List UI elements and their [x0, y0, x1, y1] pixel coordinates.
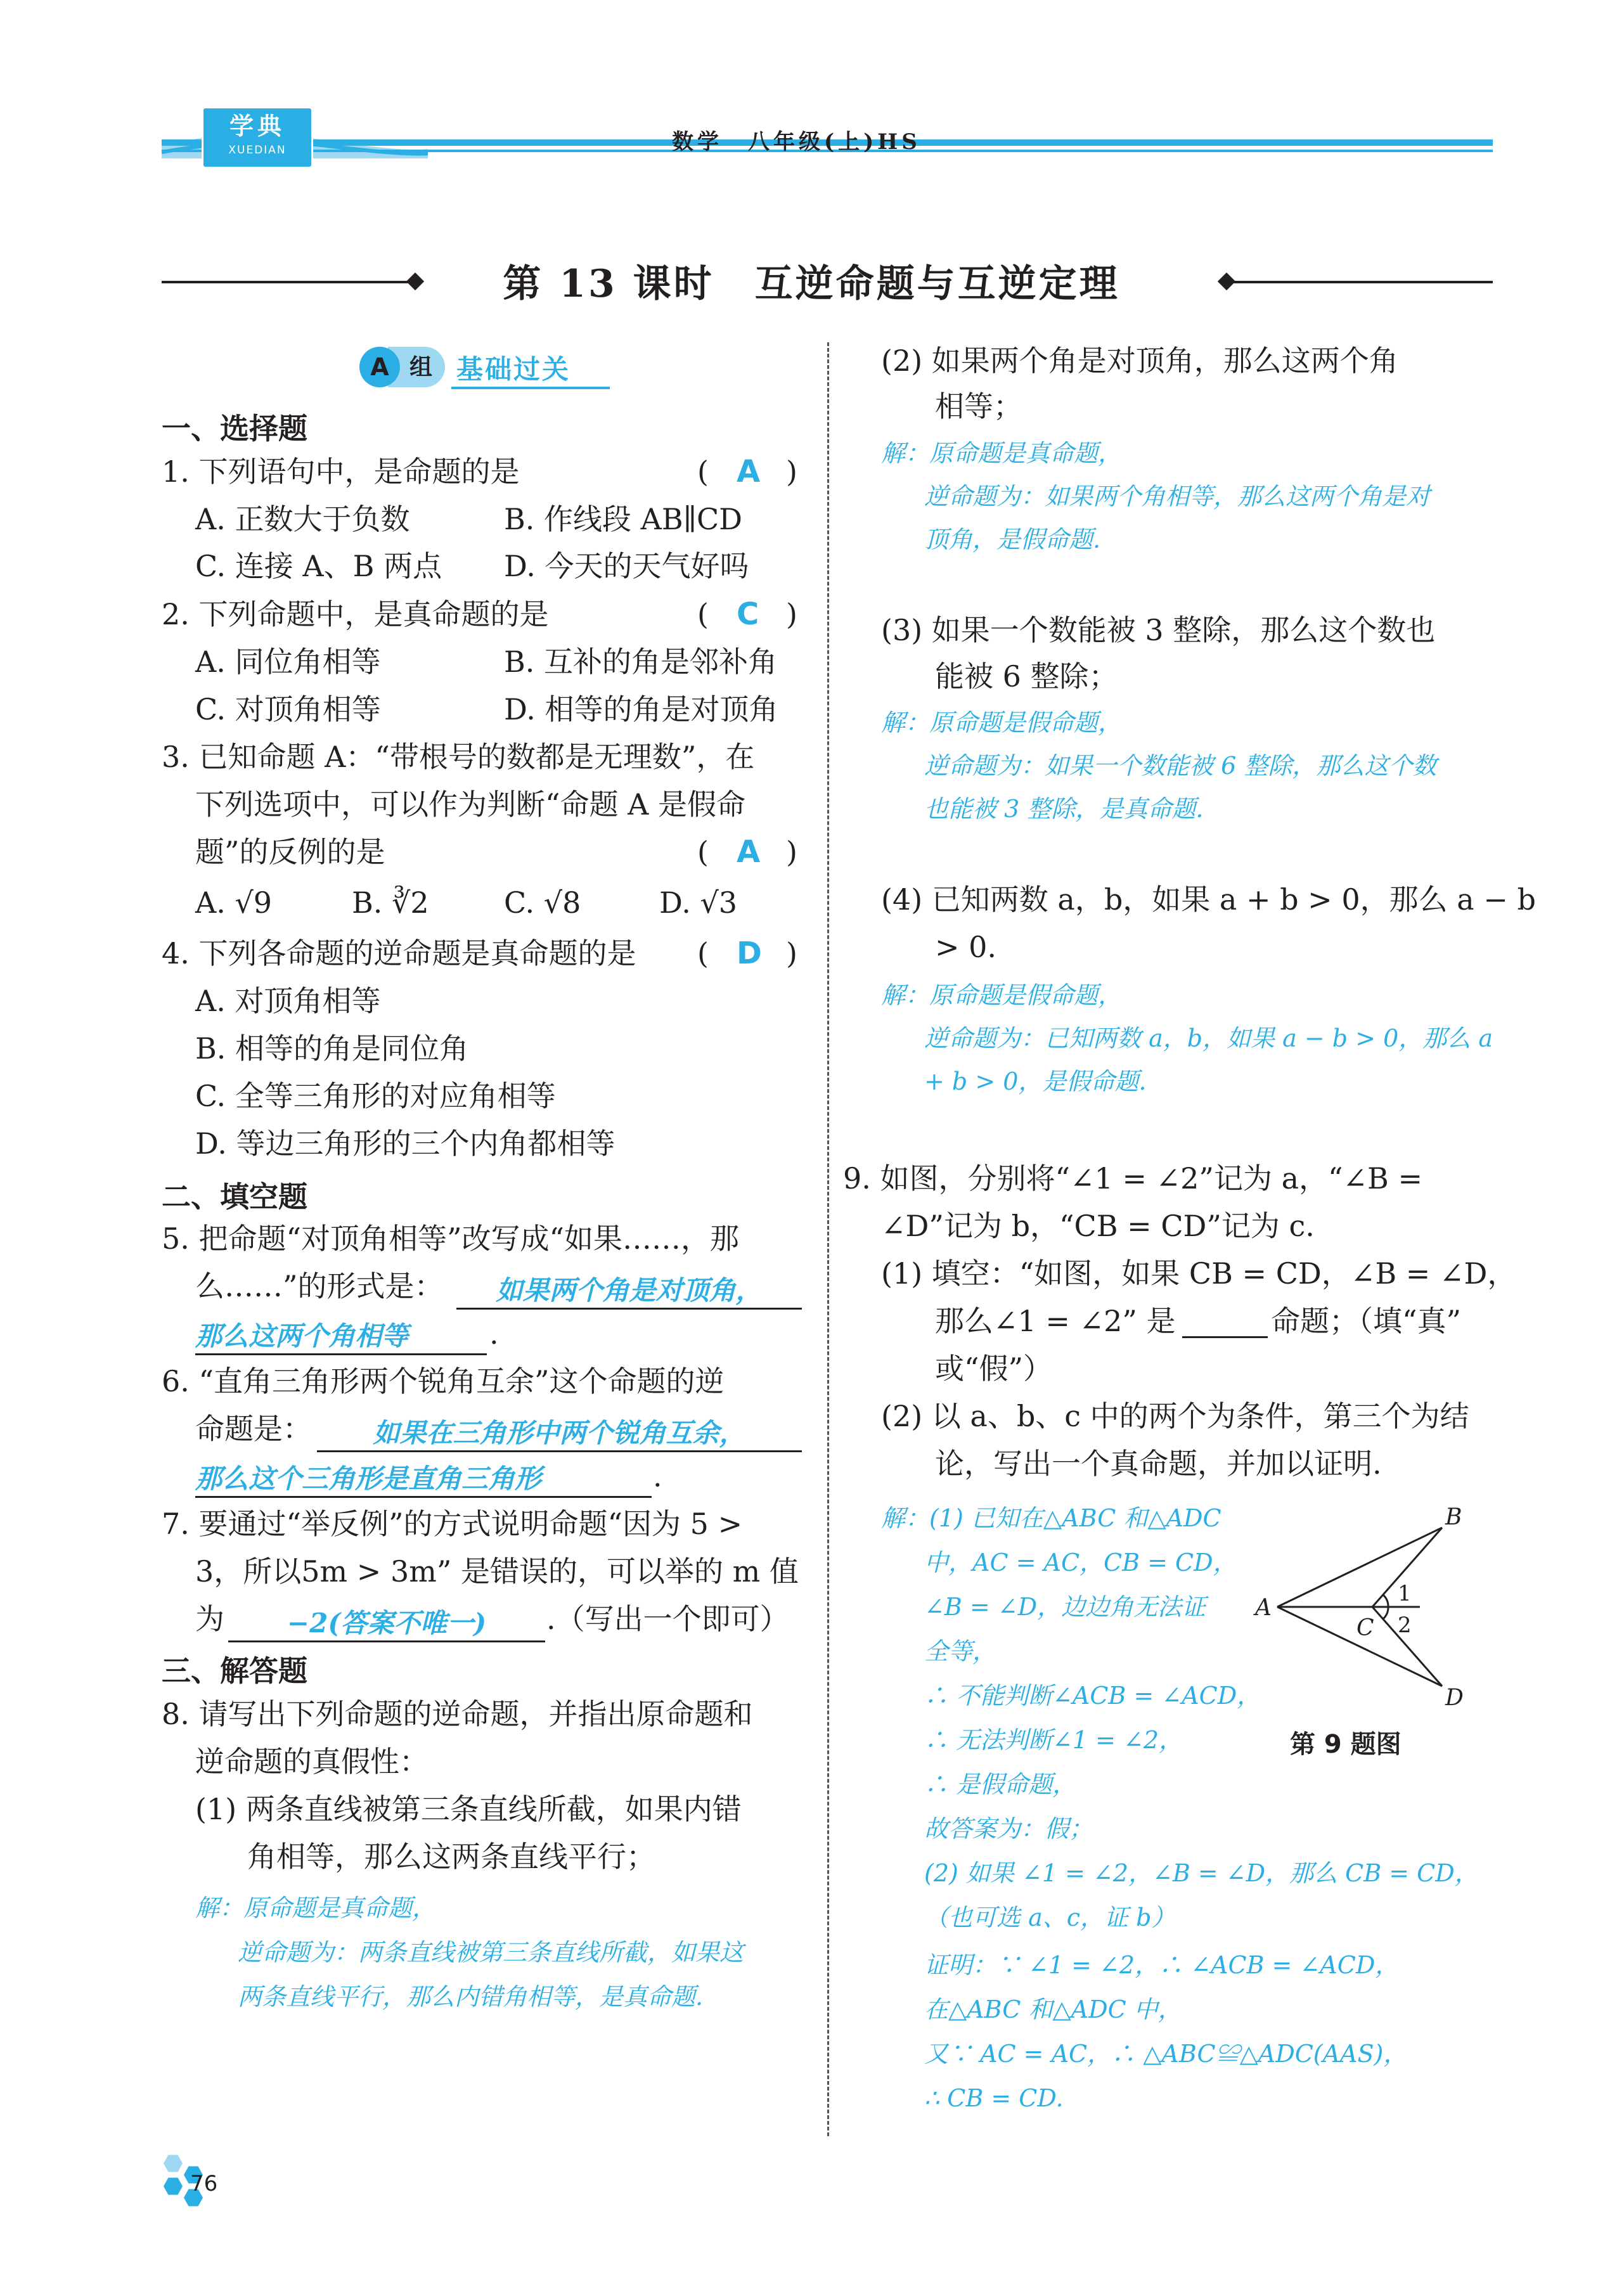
q9-solution-line-11: 证明：∵ ∠1 = ∠2，∴ ∠ACB = ∠ACD， [924, 1951, 1400, 1979]
q8-part1-solution-2: 逆命题为：两条直线被第三条直线所截，如果这 [238, 1938, 744, 1966]
q5-end: . [489, 1317, 499, 1351]
q8-part1-line2: 角相等，那么这两条直线平行； [247, 1840, 655, 1874]
header-subject: 数学 八年级(上)HS [672, 129, 921, 155]
q5-blank-1 [456, 1270, 802, 1310]
q5-line1: 5. 把命题“对顶角相等”改写成“如果……，那 [162, 1221, 740, 1256]
segment-AB [1277, 1528, 1442, 1607]
q8-line2: 逆命题的真假性： [195, 1744, 429, 1779]
q7-line3-suffix: .（写出一个即可） [546, 1602, 789, 1636]
q8-part3-solution-3: 也能被 3 整除，是真命题. [924, 795, 1204, 823]
q9-part2-line1: (2) 以 a、b、c 中的两个为条件，第三个为结 [881, 1399, 1469, 1433]
q3-option-d: D. √3 [659, 886, 738, 920]
q3-option-c: C. √8 [504, 886, 581, 920]
q9-solution-line-14: ∴ CB = CD. [924, 2084, 1064, 2112]
angle2-arc [1383, 1607, 1388, 1619]
section-heading-answer: 三、解答题 [162, 1654, 307, 1688]
page-title: 第 13 课时 互逆命题与互逆定理 [503, 262, 1120, 306]
q9-part1-blank[interactable] [1182, 1336, 1268, 1338]
q1-stem: 1. 下列语句中，是命题的是 [162, 454, 520, 489]
q8-part1-solution-3: 两条直线平行，那么内错角相等，是真命题. [238, 1983, 704, 2011]
q4-answer: D [737, 936, 762, 971]
q2-answer: C [737, 596, 759, 632]
q9-figure-caption: 第 9 题图 [1290, 1730, 1402, 1759]
title-rule-left [162, 281, 415, 283]
q9-solution-line-2: 中，AC = AC，CB = CD， [924, 1549, 1237, 1576]
q5-blank-2 [195, 1315, 487, 1355]
q9-solution-line-4: 全等， [924, 1637, 997, 1665]
q9-solution-line-3: ∠B = ∠D，边边角无法证 [924, 1593, 1206, 1621]
q2-stem: 2. 下列命题中，是真命题的是 [162, 597, 549, 631]
q3-option-a: A. √9 [195, 886, 273, 920]
logo [202, 106, 313, 169]
q9-solution-line-8: 故答案为：假； [924, 1815, 1093, 1843]
q1-option-d: D. 今天的天气好吗 [504, 549, 749, 583]
q6-fill-2: 那么这个三角形是直角三角形 [195, 1463, 542, 1494]
q2-paren-right: ) [786, 597, 797, 631]
figure-label-B: B [1445, 1504, 1462, 1530]
q8-part4-line1: (4) 已知两数 a，b，如果 a + b > 0，那么 a − b [881, 882, 1536, 917]
q3-line2: 下列选项中，可以作为判断“命题 A 是假命 [195, 787, 745, 822]
q6-blank-2 [195, 1458, 652, 1498]
q2-option-b: B. 互补的角是邻补角 [504, 645, 778, 679]
q7-line1: 7. 要通过“举反例”的方式说明命题“因为 5 > [162, 1507, 743, 1541]
q3-paren-right: ) [786, 835, 797, 869]
q9-solution-line-1: 解：(1) 已知在△ABC 和△ADC [881, 1504, 1221, 1532]
q9-solution-line-6: ∴ 无法判断∠1 = ∠2， [924, 1726, 1183, 1754]
q9-solution-line-9: (2) 如果 ∠1 = ∠2，∠B = ∠D，那么 CB = CD， [924, 1859, 1479, 1887]
group-label: 基础过关 [456, 354, 571, 385]
q1-option-c: C. 连接 A、B 两点 [195, 549, 442, 583]
q4-option-c: C. 全等三角形的对应角相等 [195, 1079, 556, 1113]
q8-part3-line2: 能被 6 整除； [935, 659, 1118, 693]
figure-angle-2: 2 [1398, 1613, 1412, 1638]
section-heading-choice: 一、选择题 [162, 411, 307, 446]
figure-label-A: A [1255, 1595, 1272, 1621]
column-divider [827, 342, 829, 2136]
section-heading-fill: 二、填空题 [162, 1180, 307, 1214]
q9-part1-line3: 或“假”） [935, 1351, 1053, 1386]
q8-part4-solution-1: 解：原命题是假命题， [881, 981, 1123, 1009]
q9-part1-line2-prefix: 那么∠1 = ∠2” 是 [935, 1304, 1176, 1338]
q4-option-d: D. 等边三角形的三个内角都相等 [195, 1126, 615, 1161]
q8-part1-line1: (1) 两条直线被第三条直线所截，如果内错 [195, 1792, 742, 1826]
q6-fill-1: 如果在三角形中两个锐角互余， [373, 1417, 746, 1448]
q6-line2-prefix: 命题是： [195, 1412, 312, 1446]
q8-part4-solution-2: 逆命题为：已知两数 a，b，如果 a − b > 0，那么 a [924, 1024, 1493, 1052]
logo-title: 学典 [229, 112, 285, 140]
q8-part4-solution-3: + b > 0，是假命题. [924, 1067, 1147, 1095]
q3-answer: A [737, 834, 761, 870]
q9-solution-line-12: 在△ABC 和△ADC 中， [924, 1995, 1182, 2023]
q6-line1: 6. “直角三角形两个锐角互余”这个命题的逆 [162, 1364, 725, 1398]
q8-part2-solution-2: 逆命题为：如果两个角相等，那么这两个角是对 [924, 482, 1431, 510]
q9-solution-line-7: ∴ 是假命题， [924, 1770, 1077, 1798]
q1-paren-left: ( [697, 454, 709, 489]
q4-paren-right: ) [786, 936, 797, 970]
q5-fill-2: 那么这两个角相等 [195, 1320, 409, 1351]
q6-end: . [653, 1459, 662, 1493]
angle1-arc [1383, 1595, 1388, 1607]
q8-part2-line1: (2) 如果两个角是对顶角，那么这两个角 [881, 344, 1398, 378]
q9-line1: 9. 如图，分别将“∠1 = ∠2”记为 a，“∠B = [843, 1161, 1423, 1196]
hex-decoration-icon [164, 2154, 183, 2173]
q9-line2: ∠D”记为 b，“CB = CD”记为 c. [881, 1209, 1315, 1243]
q8-part2-solution-1: 解：原命题是真命题， [881, 439, 1123, 467]
figure-label-D: D [1445, 1685, 1464, 1711]
q8-part4-line2: > 0. [935, 930, 997, 964]
figure-angle-1: 1 [1398, 1581, 1412, 1606]
q1-answer: A [737, 454, 761, 489]
q7-line3-prefix: 为 [195, 1602, 224, 1636]
q8-part2-solution-3: 顶角，是假命题. [924, 525, 1101, 553]
q4-option-a: A. 对顶角相等 [195, 984, 381, 1018]
q5-fill-1: 如果两个角是对顶角， [496, 1275, 763, 1306]
q8-part1-solution-1: 解：原命题是真命题， [195, 1894, 437, 1922]
q7-fill: −2(答案不唯一) [287, 1608, 487, 1639]
q9-part1-line2-suffix: 命题；（填“真” [1271, 1304, 1462, 1338]
q1-paren-right: ) [786, 454, 797, 489]
q4-stem: 4. 下列各命题的逆命题是真命题的是 [162, 936, 636, 970]
q2-option-d: D. 相等的角是对顶角 [504, 692, 778, 726]
q8-part3-solution-1: 解：原命题是假命题， [881, 709, 1123, 737]
title-rule-right [1227, 281, 1493, 283]
q1-option-b: B. 作线段 AB∥CD [504, 502, 743, 536]
hex-decoration-icon [164, 2177, 183, 2196]
q4-option-b: B. 相等的角是同位角 [195, 1031, 469, 1066]
q9-part2-line2: 论，写出一个真命题，并加以证明. [935, 1447, 1382, 1481]
q8-part3-line1: (3) 如果一个数能被 3 整除，那么这个数也 [881, 613, 1436, 647]
q3-paren-left: ( [697, 835, 709, 869]
q2-option-c: C. 对顶角相等 [195, 692, 381, 726]
group-badge: A [359, 347, 400, 387]
q8-part3-solution-2: 逆命题为：如果一个数能被 6 整除，那么这个数 [924, 752, 1437, 780]
q7-line2: 3，所以5m > 3m” 是错误的，可以举的 m 值 [195, 1554, 799, 1589]
q5-line2-prefix: 么……”的形式是： [195, 1269, 444, 1303]
page-number: 76 [190, 2171, 218, 2196]
q9-solution-line-5: ∴ 不能判断∠ACB = ∠ACD， [924, 1682, 1261, 1710]
logo-subtitle: XUEDIAN [228, 144, 287, 157]
q8-part2-line2: 相等； [935, 389, 1022, 423]
q6-blank-1 [317, 1412, 802, 1452]
group-badge-suffix: 组 [388, 347, 445, 387]
q8-line1: 8. 请写出下列命题的逆命题，并指出原命题和 [162, 1697, 753, 1731]
q9-solution-line-13: 又∵ AC = AC，∴ △ABC≌△ADC(AAS)， [924, 2040, 1408, 2068]
q4-paren-left: ( [697, 936, 709, 970]
q3-line1: 3. 已知命题 A：“带根号的数都是无理数”，在 [162, 740, 755, 774]
q7-blank [228, 1602, 545, 1642]
group-underline [451, 387, 610, 389]
figure-label-C: C [1357, 1615, 1374, 1641]
q3-option-b: B. ∛2 [352, 886, 429, 920]
q9-solution-line-10: （也可选 a、c，证 b） [924, 1904, 1176, 1931]
q3-line3: 题”的反例的是 [195, 835, 385, 869]
q2-option-a: A. 同位角相等 [195, 645, 381, 679]
q9-part1-line1: (1) 填空：“如图，如果 CB = CD，∠B = ∠D， [881, 1256, 1517, 1291]
q2-paren-left: ( [697, 597, 709, 631]
q9-figure [1242, 1502, 1496, 1718]
q1-option-a: A. 正数大于负数 [195, 502, 410, 536]
